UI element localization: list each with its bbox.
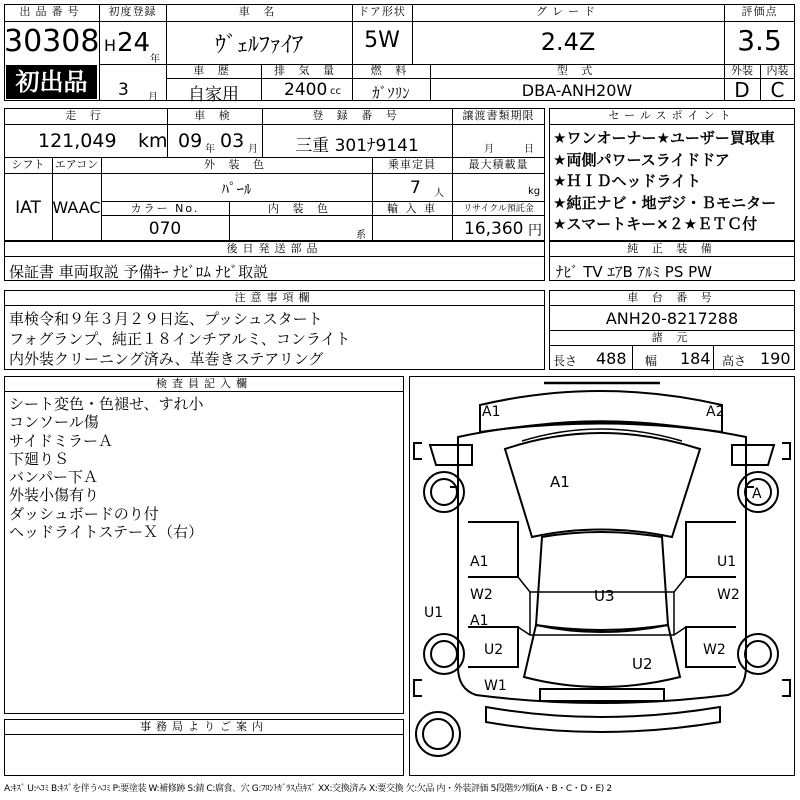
- inspector-line: 下廻りＳ: [9, 449, 70, 468]
- inspection-year-unit: 年: [205, 144, 215, 155]
- inspection-year: 09: [178, 130, 203, 152]
- equipment-label: 純 正 装 備: [627, 242, 717, 255]
- transfer-month-unit: 月: [484, 144, 494, 155]
- history-label: 車 歴: [193, 64, 234, 77]
- damage-mark: W1: [484, 678, 507, 694]
- damage-mark: W2: [717, 587, 740, 603]
- recycle-fee-label: リサイクル預託金: [463, 204, 534, 214]
- interior-color-label: 内 装 色: [268, 202, 333, 215]
- damage-mark: U1: [717, 554, 737, 570]
- registration-era: H: [104, 36, 117, 55]
- inspector-notes: [9, 395, 204, 541]
- damage-mark: W2: [470, 587, 493, 603]
- note-line: 内外装クリーニング済み、革巻きステアリング: [9, 350, 324, 368]
- damage-mark: A: [752, 486, 762, 502]
- aircon: WAAC: [52, 198, 101, 217]
- color-number-label: カラー No.: [130, 202, 200, 215]
- damage-mark: A1: [470, 613, 489, 629]
- car-diagram: [410, 377, 794, 775]
- office-label: 事務局よりご案内: [140, 720, 268, 733]
- transfer-deadline-label: 譲渡書類期限: [462, 109, 535, 122]
- displacement: 2400: [284, 80, 328, 100]
- rating-label: 評価点: [741, 5, 778, 18]
- rating: 3.5: [737, 24, 782, 57]
- year-unit: 年: [150, 54, 160, 65]
- inspector-line: ヘッドライトステーＸ（右）: [9, 523, 204, 542]
- inspector-line: サイドミラーＡ: [9, 431, 113, 450]
- notes-list: [9, 309, 350, 369]
- later-parts-label: 後日発送部品: [226, 242, 323, 255]
- registration-year: 24: [117, 28, 151, 58]
- sales-point: ★ＨＩＤヘッドライト: [553, 172, 701, 190]
- legend: A:ｷｽﾞ U:ﾍｺﾐ B:ｷｽﾞを伴うﾍｺﾐ P:要塗装 W:補修跡 S:錆 C:腐食、穴 G:ﾌﾛﾝﾄｶﾞﾗｽ点ｷｽﾞ XX:交換済み X:要交換 欠:欠品 内・外装評価 5段階ﾗﾝｸ順(A・B・C・D・E) 2: [4, 784, 612, 794]
- sales-point: ★両側パワースライドドア: [553, 150, 730, 169]
- transfer-day-unit: 日: [524, 144, 534, 155]
- inspector-line: ダッシュボードのり付: [9, 504, 159, 523]
- note-line: フォグランプ、純正１８インチアルミ、コンライト: [9, 330, 351, 348]
- length: 488: [596, 349, 627, 368]
- mileage: 121,049: [38, 130, 117, 152]
- lot-number-label: 出品番号: [19, 5, 84, 18]
- displacement-label: 排 気 量: [274, 64, 339, 77]
- fuel-label: 燃 料: [370, 64, 412, 77]
- equipment: ﾅﾋﾞ TV ｴｱB ｱﾙﾐ PS PW: [556, 263, 712, 281]
- capacity-label: 乗車定員: [388, 158, 436, 171]
- exterior-grade: D: [734, 78, 750, 102]
- height: 190: [760, 349, 791, 368]
- lot-number: 30308: [4, 24, 100, 59]
- max-load-unit: kg: [528, 186, 541, 197]
- inspector-line: シート変色・色褪せ、すれ小: [9, 395, 204, 413]
- later-parts: 保証書 車両取説 予備ｷｰ ﾅﾋﾞﾛﾑ ﾅﾋﾞ取説: [9, 263, 269, 281]
- max-load-label: 最大積載量: [468, 158, 529, 171]
- door-type-label: ドア形状: [358, 5, 406, 18]
- mileage-label: 走 行: [65, 109, 106, 122]
- first-listing-badge: 初出品: [6, 65, 97, 99]
- inspector-line: 外装小傷有り: [9, 486, 100, 505]
- shift: IAT: [15, 198, 41, 218]
- damage-mark: A1: [550, 473, 570, 491]
- exterior-color-label: 外 装 色: [204, 158, 269, 171]
- model-label: 型 式: [556, 64, 598, 77]
- note-line: 車検令和９年３月２９日迄、プッシュスタート: [9, 310, 323, 328]
- history: 自家用: [188, 85, 239, 105]
- grade-label: グレード: [536, 5, 600, 18]
- grade: 2.4Z: [540, 28, 596, 56]
- sales-points-label: セールスポイント: [608, 109, 736, 122]
- interior-grade-label: 内装: [766, 64, 789, 77]
- mileage-unit: km: [138, 130, 168, 152]
- sales-point: ★スマートキー×２★ＥＴＣ付: [553, 215, 758, 233]
- damage-mark: W2: [703, 642, 726, 658]
- damage-mark: U2: [484, 642, 504, 658]
- import-label: 輸 入 車: [387, 202, 437, 215]
- chassis-number-label: 車 台 番 号: [627, 291, 717, 304]
- fuel: ｶﾞｿﾘﾝ: [372, 84, 410, 102]
- damage-mark: U2: [632, 655, 653, 673]
- sales-point: ★ワンオーナー★ユーザー買取車: [553, 129, 775, 147]
- capacity-unit: 人: [434, 188, 444, 199]
- damage-mark: U3: [594, 587, 615, 605]
- registration-number: 三重 301ﾅ9141: [295, 136, 419, 156]
- width-label: 幅: [645, 354, 658, 368]
- damage-mark: U1: [424, 605, 444, 621]
- inspector-label: 検査員記入欄: [156, 377, 252, 390]
- interior-grade: C: [770, 78, 785, 102]
- model: DBA-ANH20W: [521, 81, 633, 100]
- damage-mark: A1: [470, 554, 489, 570]
- interior-color-suffix: 系: [356, 230, 366, 241]
- damage-mark: A2: [706, 404, 725, 420]
- inspector-line: バンパー下Ａ: [9, 468, 98, 487]
- damage-mark: A1: [482, 404, 501, 420]
- registration-month: 3: [118, 80, 129, 100]
- color-number: 070: [148, 219, 182, 239]
- dimensions-label: 諸 元: [651, 331, 693, 344]
- length-label: 長さ: [553, 354, 578, 368]
- exterior-color: ﾊﾟｰﾙ: [221, 180, 252, 198]
- inspection-month-unit: 月: [248, 144, 258, 155]
- width: 184: [680, 349, 711, 368]
- sales-points-list: [553, 128, 776, 236]
- month-unit: 月: [148, 92, 158, 103]
- car-name-label: 車 名: [238, 5, 280, 18]
- inspector-line: コンソール傷: [9, 413, 99, 432]
- damage-diagram: [409, 376, 795, 776]
- door-type: 5W: [364, 28, 400, 53]
- exterior-grade-label: 外装: [731, 64, 753, 77]
- registration-number-label: 登 録 番 号: [312, 109, 402, 122]
- inspection-label: 車 検: [194, 109, 235, 122]
- car-name: ｳﾞｪﾙﾌｧｲｱ: [214, 33, 303, 58]
- displacement-unit: cc: [330, 86, 341, 97]
- recycle-fee-unit: 円: [528, 223, 542, 239]
- capacity: 7: [410, 178, 421, 198]
- sales-point: ★純正ナビ・地デジ・Ｂモニター: [553, 193, 777, 212]
- notes-label: 注意事項欄: [234, 291, 315, 304]
- chassis-number: ANH20-8217288: [605, 309, 739, 328]
- height-label: 高さ: [722, 354, 747, 368]
- recycle-fee: 16,360: [464, 219, 524, 239]
- first-registration-label: 初度登録: [108, 5, 157, 18]
- aircon-label: エアコン: [54, 158, 99, 171]
- inspection-month: 03: [220, 130, 245, 152]
- shift-label: シフト: [11, 158, 45, 171]
